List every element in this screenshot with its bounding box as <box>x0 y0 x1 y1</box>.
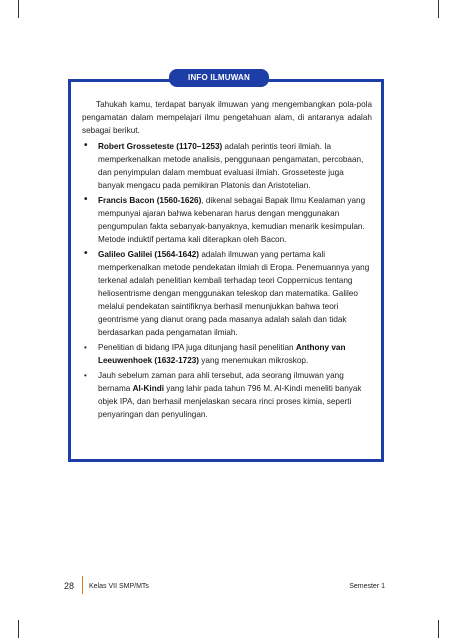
list-item <box>82 341 372 367</box>
crop-mark <box>438 0 439 18</box>
scientist-name: Galileo Galilei (1564-1642) <box>98 250 200 259</box>
bullet-icon: • <box>84 371 87 380</box>
crop-mark <box>18 620 19 638</box>
scientist-list <box>82 140 372 421</box>
scientist-description: yang lahir pada tahun 796 M. Al-Kindi meneliti banyak objek IPA, dan berhasil menjelaskan secara rinci proses kimia, seperti penyaringan dan penyulingan. <box>98 384 362 419</box>
scientist-description: adalah ilmuwan yang pertama kali memperkenalkan metode pendekatan ilmiah di Eropa. Penemuannya yang terkenal adalah penelitian kembali terhadap teori Coppernicus tentang heliosentrisme dengan menggunakan teleskop dan matematika. Galileo melalui pendekatan saintifiknya berhasil menunjukkan bahwa teori geontrisme yang dianut orang pada masanya adalah salah dan tidak berdasarkan pada pengamatan ilmiah. <box>98 250 370 337</box>
bullet-icon: • <box>84 194 88 205</box>
list-item <box>82 248 372 339</box>
crop-mark <box>18 0 19 18</box>
scientist-name: Robert Grosseteste (1170–1253) <box>98 142 223 151</box>
list-item <box>82 140 372 192</box>
bullet-icon: • <box>84 248 88 259</box>
bullet-icon: • <box>84 343 87 352</box>
semester-label: Semester 1 <box>349 583 385 590</box>
class-label: Kelas VII SMP/MTs <box>89 583 149 590</box>
scientist-description: adalah perintis teori ilmiah. Ia memperkenalkan metode analisis, penggunaan pengamatan, percobaan, dan penyimpulan dalam membuat evaluasi ilmiah. Grosseteste juga banyak mengacu pada pemikiran Platonis dan Aristotelian. <box>98 142 364 190</box>
scientist-name: Anthony van Leeuwenhoek (1632-1723) <box>98 343 346 365</box>
intro-paragraph: Tahukah kamu, terdapat banyak ilmuwan yang mengembangkan pola-pola pengamatan dalam mempelajari ilmu pengetahuan alam, di antaranya adalah sebagai berikut. <box>82 100 372 135</box>
scientist-description: yang menemukan mikroskop. <box>199 356 309 365</box>
bullet-icon: • <box>84 140 88 151</box>
scientist-name: Al-Kindi <box>132 384 164 393</box>
info-content <box>82 98 372 423</box>
scientist-description: , dikenal sebagai Bapak Ilmu Kealaman yang mempunyai ajaran bahwa kebenaran harus dengan menggunakan pengumpulan fakta sebanyak-banyaknya, kemudian menarik kesimpulan. Metode induktif pertama kali diterapkan oleh Bacon. <box>98 196 366 244</box>
page-number: 28 <box>64 581 75 591</box>
item-lead-text: Penelitian di bidang IPA juga ditunjang hasil penelitian <box>98 343 296 352</box>
list-item <box>82 369 372 421</box>
item-lead-text: Jauh sebelum zaman para ahli tersebut, ada seorang ilmuwan yang bernama <box>98 371 344 393</box>
list-item <box>82 194 372 246</box>
crop-mark <box>438 620 439 638</box>
scientist-name: Francis Bacon (1560-1626) <box>98 196 202 205</box>
footer-divider <box>82 576 83 594</box>
info-badge: INFO ILMUWAN <box>169 69 269 87</box>
